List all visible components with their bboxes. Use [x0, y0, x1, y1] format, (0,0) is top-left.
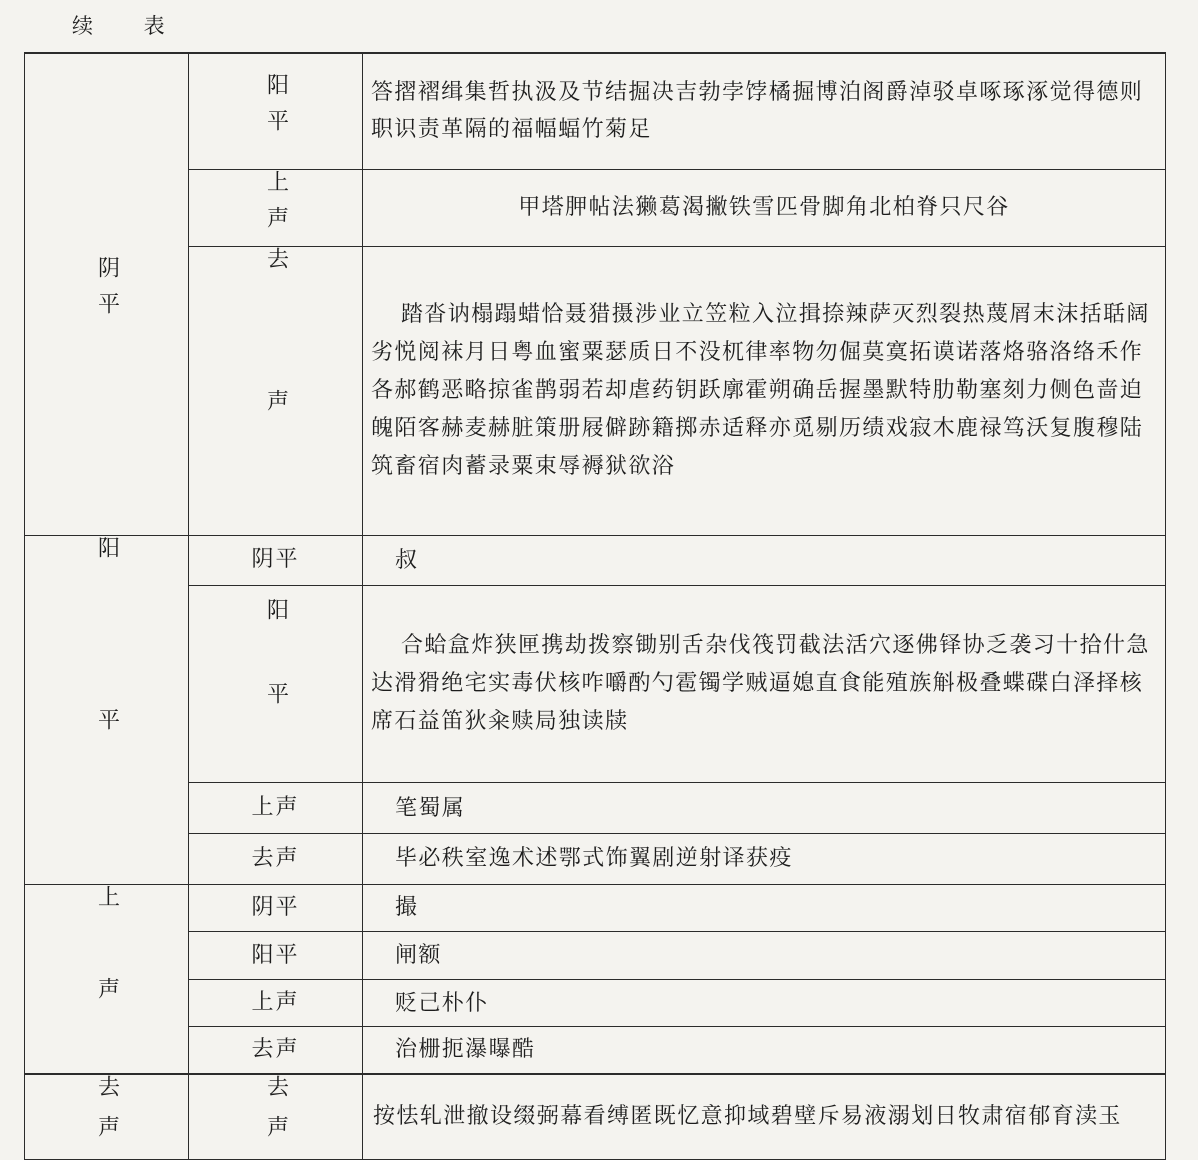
table-caption: 续 表 — [72, 14, 187, 38]
chars-cell: 笔蜀属 — [363, 782, 1166, 833]
sub-label-yinping: 阴平 — [189, 535, 363, 585]
group-label-shangsheng: 上声 — [25, 884, 189, 1074]
sub-label-yangping: 阳平 — [189, 585, 363, 782]
group-label-yinping: 阴平 — [25, 53, 189, 535]
sub-label-qusheng: 去声 — [189, 1074, 363, 1160]
sub-label-yangping: 阳平 — [189, 932, 363, 980]
sub-label-qusheng: 去声 — [189, 246, 363, 535]
sub-label-shangsheng: 上声 — [189, 169, 363, 246]
chars-cell: 闸额 — [363, 932, 1166, 980]
chars-cell: 撮 — [363, 884, 1166, 932]
sub-label-qusheng: 去声 — [189, 834, 363, 884]
chars-cell: 贬己朴仆 — [363, 980, 1166, 1027]
sub-label-yangping: 阳平 — [189, 53, 363, 169]
sub-label-shangsheng: 上声 — [189, 980, 363, 1027]
group-label-qusheng: 去声 — [25, 1074, 189, 1160]
chars-cell: 踏沓讷榻蹋蜡恰聂猎摄涉业立笠粒入泣揖捺辣萨灭烈裂热蔑屑末沫括聒阔劣悦阅袜月日粤血蜜粟瑟质日不没杌律率物勿倔莫寞拓谟诺落烙骆洛络禾作各郝鹤恶略掠雀鹊弱若却虐药钥跃廓霍朔确岳握墨默特肋勒塞刻力侧色啬迫魄陌客赫麦赫脏策册屐僻跡籍掷赤适释亦觅剔历绩戏寂木鹿禄笃沃复腹穆陆筑畜宿肉蓄录粟束辱褥狱欲浴 — [363, 246, 1166, 535]
sub-label-yinping: 阴平 — [189, 884, 363, 932]
group-label-yangping: 阳平 — [25, 535, 189, 884]
chars-cell: 答摺褶缉集哲执汲及节结掘决吉勃孛饽橘掘博泊阁爵淖驳卓啄琢涿觉得德则职识责革隔的福幅蝠竹菊足 — [363, 53, 1166, 169]
chars-cell: 按怯轧泄撤设缀弼幕看缚匿既忆意抑域碧壁斥易液溺划日牧肃宿郁育渎玉 — [363, 1074, 1166, 1160]
chars-cell: 毕必秩室逸术述鄂式饰翼剧逆射译获疫 — [363, 834, 1166, 884]
chars-cell: 治栅扼瀑曝酷 — [363, 1027, 1166, 1074]
sub-label-qusheng: 去声 — [189, 1027, 363, 1074]
chars-cell: 叔 — [363, 535, 1166, 585]
chars-cell: 甲塔胛帖法獭葛渴撇铁雪匹骨脚角北柏脊只尺谷 — [363, 169, 1166, 246]
chars-cell: 合蛤盒炸狭匣携劫拨察锄别舌杂伐筏罚截法活穴逐佛铎协乏袭习十拾什急达滑猾绝宅实毒伏核咋嚼酌勺雹镯学贼逼媳直食能殖族斛极叠蝶碟白泽择核席石益笛狄籴赎局独读牍 — [363, 585, 1166, 782]
sub-label-shangsheng: 上声 — [189, 782, 363, 833]
tone-correspondence-table — [24, 52, 1166, 1160]
